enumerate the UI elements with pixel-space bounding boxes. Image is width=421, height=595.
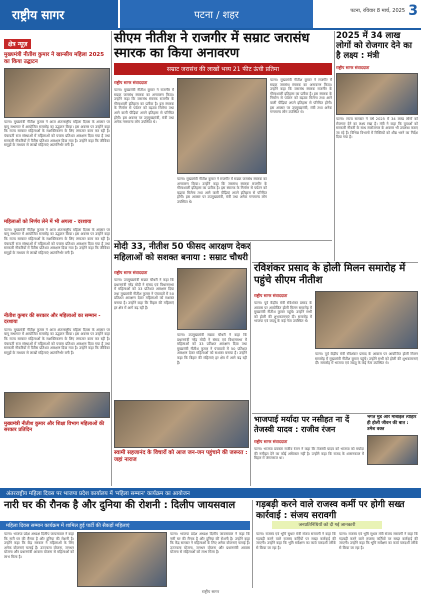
- rajeev-story: [254, 437, 364, 486]
- holi-body-2: पटना। पूर्व केंद्रीय मंत्री रविशंकर प्रसाद के आवास पर आयोजित होली मिलन समारोह में मुख्यमंत्री नीतीश कुमार पहुंचे। उन्होंने सभी को होली की शुभकामनाएं दीं। समारोह में भाजपा एवं जदयू के कई नेता उपस्थित थे।: [315, 352, 418, 366]
- holi-photo: [315, 291, 418, 349]
- lead-subhead: सम्राट जरासंध की लाखों भव्य 21 फीट ऊंची प्रतिमा: [114, 63, 332, 75]
- modi-photo-2: [114, 400, 249, 448]
- bottom-right-body: पटना। राजस्व एवं भूमि सुधार मंत्री संजय सरावगी ने कहा कि गड़बड़ी करने वाले राजस्व कर्मियों पर सख्त कार्रवाई की जाएगी। उन्होंने कहा कि भूमि सर्वेक्षण का कार्य पारदर्शी तरीके से किया जा रहा है।: [256, 532, 336, 550]
- lead-body: पटना। मुख्यमंत्री नीतीश कुमार ने राजगीर में सम्राट जरासंध स्मारक का अनावरण किया। उन्होंने कहा कि जरासंध स्मारक राजगीर के गौरवशाली इतिहास का प्रतीक है। इस स्मारक के निर्माण से पर्यटन को बढ़ावा मिलेगा तथा आने वाली पीढ़ियां अपने इतिहास से परिचित होंगी। इस अवसर पर उपमुख्यमंत्री, मंत्री तथा अनेक गणमान्य लोग उपस्थित थे।: [114, 88, 174, 125]
- page-number: 3: [408, 3, 418, 19]
- bottom-left-photo: [77, 532, 167, 587]
- bottom-left-col-1: [4, 532, 74, 587]
- column-divider: [252, 500, 253, 588]
- masthead: [0, 0, 421, 28]
- brief3-body: पटना। मुख्यमंत्री नीतीश कुमार ने आज अंतरराष्ट्रीय महिला दिवस के अवसर पर बापू सभागार में आयोजित समारोह का उद्घाटन किया। इस अवसर पर उन्होंने कहा कि राज्य सरकार महिलाओं के सशक्तिकरण के लिए लगातार काम कर रही है। पंचायती राज संस्थाओं में महिलाओं को पचास प्रतिशत आरक्षण दिया गया है तथा सरकारी नौकरियों में पैंतीस प्रतिशत आरक्षण दिया गया है। उन्होंने कहा कि जीविका समूहों के माध्यम से लाखों महिलाएं आत्मनिर्भर बनी हैं।: [4, 327, 110, 355]
- lead-byline: राष्ट्रीय सागर संवाददाता: [114, 80, 148, 85]
- section-label: क्षेत्र न्यूज़: [4, 39, 31, 49]
- bottom-right-col-1: [256, 532, 336, 587]
- modi-body-2: पटना। उपमुख्यमंत्री सम्राट चौधरी ने कहा कि प्रधानमंत्री नरेंद्र मोदी ने संसद एवं विधानसभा में महिलाओं को 33 प्रतिशत आरक्षण दिया तथा मुख्यमंत्री नीतीश कुमार ने पंचायतों में 50 प्रतिशत आरक्षण देकर महिलाओं को सशक्त बनाया है। उन्होंने कहा कि बिहार की महिलाएं हर क्षेत्र में आगे बढ़ रही हैं।: [177, 333, 247, 365]
- lead-body-3: पटना। मुख्यमंत्री नीतीश कुमार ने राजगीर में सम्राट जरासंध स्मारक का अनावरण किया। उन्होंने कहा कि जरासंध स्मारक राजगीर के गौरवशाली इतिहास का प्रतीक है। इस स्मारक के निर्माण से पर्यटन को बढ़ावा मिलेगा तथा आने वाली पीढ़ियां अपने इतिहास से परिचित होंगी। इस अवसर पर उपमुख्यमंत्री, मंत्री तथा अनेक गणमान्य लोग उपस्थित थे।: [270, 78, 332, 115]
- masthead-right: [315, 0, 421, 28]
- modi-byline: राष्ट्रीय सागर संवाददाता: [114, 270, 148, 275]
- lead-headline: सीएम नीतीश ने राजगीर में सम्राट जरासंध स्मारक का किया अनावरण: [114, 31, 310, 61]
- holi2-photo: [367, 435, 418, 465]
- holi-byline: राष्ट्रीय सागर संवाददाता: [254, 293, 288, 298]
- bottom-left-headline: नारी घर की रौनक है और दुनिया की रोशनी : दिलीप जायसवाल: [4, 500, 236, 511]
- section-rule: [252, 413, 418, 414]
- brief-body: पटना। मुख्यमंत्री नीतीश कुमार ने आज अंतरराष्ट्रीय महिला दिवस के अवसर पर बापू सभागार में आयोजित समारोह का उद्घाटन किया। इस अवसर पर उन्होंने कहा कि राज्य सरकार महिलाओं के सशक्तिकरण के लिए लगातार काम कर रही है। पंचायती राज संस्थाओं में महिलाओं को पचास प्रतिशत आरक्षण दिया गया है तथा सरकारी नौकरियों में पैंतीस प्रतिशत आरक्षण दिया गया है। उन्होंने कहा कि जीविका समूहों के माध्यम से लाखों महिलाएं आत्मनिर्भर बनी हैं।: [4, 120, 110, 148]
- holi-body: पटना। पूर्व केंद्रीय मंत्री रविशंकर प्रसाद के आवास पर आयोजित होली मिलन समारोह में मुख्यमंत्री नीतीश कुमार पहुंचे। उन्होंने सभी को होली की शुभकामनाएं दीं। समारोह में भाजपा एवं जदयू के कई नेता उपस्थित थे।: [254, 301, 312, 324]
- brief4-title: मुख्यमंत्री नीतीश कुमार और शिक्षा विभाग महिलाओं की सरकार प्रतिदिन: [4, 420, 105, 434]
- right-photo: [336, 73, 418, 115]
- swami-headline: स्वामी सहजानंद के विचारों को आज जन-जन पहुंचाने की जरूरत : जहां नाराज: [114, 450, 248, 463]
- masthead-rule: [0, 28, 421, 30]
- holi-col-1: [254, 291, 312, 411]
- edition-label: पटना / शहर: [118, 0, 315, 28]
- column-divider: [111, 31, 112, 486]
- right-body: पटना। राज्य सरकार ने वर्ष 2025 में 34 लाख लोगों को रोजगार देने का लक्ष्य रखा है। मंत्री ने कहा कि युवाओं को सरकारी नौकरी के साथ स्वरोजगार के अवसर भी उपलब्ध कराए जा रहे हैं। विभिन्न विभागों में रिक्तियों को शीघ्र भरने का निर्देश दिया गया है।: [336, 117, 418, 140]
- holi2-headline: भगत मुंड और मोबाइल त्योहार ही होली जीवन की बात : उमेश वक्त: [367, 415, 417, 432]
- modi-headline: मोदी 33, नीतीश 50 फीसद आरक्षण देकर महिलाओं को सशक्त बनाया : सम्राट चौधरी: [114, 242, 251, 263]
- lead-photo: [177, 78, 267, 174]
- brief3-title: नीतीश कुमार की सरकार और महिलाओं का सम्मान - दरशाया: [4, 312, 101, 326]
- holi2-story: [367, 415, 418, 486]
- rajeev-headline: भाजपाई मर्यादा पर नसीहत ना दें तेजस्वी यादव : राजीव रंजन: [254, 415, 350, 434]
- lead-body-2: पटना। मुख्यमंत्री नीतीश कुमार ने राजगीर में सम्राट जरासंध स्मारक का अनावरण किया। उन्होंने कहा कि जरासंध स्मारक राजगीर के गौरवशाली इतिहास का प्रतीक है। इस स्मारक के निर्माण से पर्यटन को बढ़ावा मिलेगा तथा आने वाली पीढ़ियां अपने इतिहास से परिचित होंगी। इस अवसर पर उपमुख्यमंत्री, मंत्री तथा अनेक गणमान्य लोग उपस्थित थे।: [177, 177, 267, 204]
- issue-date: पटना, रविवार 8 मार्च, 2025: [350, 8, 405, 14]
- column-divider: [334, 31, 335, 261]
- section-band: अंतरराष्ट्रीय महिला दिवस पर भाजपा प्रदेश कार्यालय में 'महिला सम्मान' कार्यक्रम का आयोजन: [0, 488, 421, 498]
- page-footer: राष्ट्रीय सागर: [201, 589, 220, 594]
- brief-photo: [4, 68, 110, 118]
- right-story: [336, 63, 418, 228]
- modi-col-1: [114, 268, 174, 398]
- left-column: [4, 31, 110, 486]
- paper-name: राष्ट्रीय सागर: [0, 0, 118, 28]
- right-byline: राष्ट्रीय सागर संवाददाता: [336, 65, 370, 70]
- brief4-photo: [4, 392, 110, 418]
- holi-headline: रविशंकर प्रसाद के होली मिलन समारोह में पहुंचे सीएम नीतीश: [254, 263, 406, 286]
- bottom-right-col-2: [339, 532, 418, 587]
- bottom-right-headline: गड़बड़ी करने वाले राजस्व कर्मी पर होगी सख्त कार्रवाई : संजय सरावगी: [256, 500, 405, 521]
- column-divider: [250, 242, 251, 486]
- rajeev-byline: राष्ट्रीय सागर संवाददाता: [254, 439, 288, 444]
- bottom-left-body-2: पटना। भाजपा प्रदेश अध्यक्ष दिलीप जायसवाल ने कहा कि नारी घर की रौनक है और दुनिया की रोशनी है। उन्होंने कहा कि केंद्र सरकार ने महिलाओं के लिए अनेक योजनाएं चलाई हैं। उज्ज्वला योजना, जनधन योजना और प्रधानमंत्री आवास योजना से महिलाओं को लाभ मिला है।: [170, 532, 250, 555]
- brief2-body: पटना। मुख्यमंत्री नीतीश कुमार ने आज अंतरराष्ट्रीय महिला दिवस के अवसर पर बापू सभागार में आयोजित समारोह का उद्घाटन किया। इस अवसर पर उन्होंने कहा कि राज्य सरकार महिलाओं के सशक्तिकरण के लिए लगातार काम कर रही है। पंचायती राज संस्थाओं में महिलाओं को पचास प्रतिशत आरक्षण दिया गया है तथा सरकारी नौकरियों में पैंतीस प्रतिशत आरक्षण दिया गया है। उन्होंने कहा कि जीविका समूहों के माध्यम से लाखों महिलाएं आत्मनिर्भर बनी हैं।: [4, 227, 110, 255]
- holi-col-2: [315, 352, 418, 411]
- lead-column-3: [270, 78, 332, 238]
- modi-photo: [177, 268, 247, 330]
- rajeev-body: पटना। भाजपा प्रवक्ता राजीव रंजन ने कहा कि तेजस्वी यादव को भाजपा को मर्यादा की नसीहत देने का कोई अधिकार नहीं है। उन्होंने कहा कि राजद के शासनकाल में बिहार में जंगलराज था।: [254, 447, 364, 461]
- lead-column-1: [114, 78, 174, 238]
- modi-body: पटना। उपमुख्यमंत्री सम्राट चौधरी ने कहा कि प्रधानमंत्री नरेंद्र मोदी ने संसद एवं विधानसभा में महिलाओं को 33 प्रतिशत आरक्षण दिया तथा मुख्यमंत्री नीतीश कुमार ने पंचायतों में 50 प्रतिशत आरक्षण देकर महिलाओं को सशक्त बनाया है। उन्होंने कहा कि बिहार की महिलाएं हर क्षेत्र में आगे बढ़ रही हैं।: [114, 278, 174, 310]
- brief-title: मुख्यमंत्री नीतीश कुमार ने खान्सीय महिला 2025 का किया उद्घाटन: [4, 52, 105, 66]
- section-rule: [114, 240, 332, 241]
- bottom-right-body-2: पटना। राजस्व एवं भूमि सुधार मंत्री संजय सरावगी ने कहा कि गड़बड़ी करने वाले राजस्व कर्मियों पर सख्त कार्रवाई की जाएगी। उन्होंने कहा कि भूमि सर्वेक्षण का कार्य पारदर्शी तरीके से किया जा रहा है।: [339, 532, 418, 550]
- bottom-left-body: पटना। भाजपा प्रदेश अध्यक्ष दिलीप जायसवाल ने कहा कि नारी घर की रौनक है और दुनिया की रोशनी है। उन्होंने कहा कि केंद्र सरकार ने महिलाओं के लिए अनेक योजनाएं चलाई हैं। उज्ज्वला योजना, जनधन योजना और प्रधानमंत्री आवास योजना से महिलाओं को लाभ मिला है।: [4, 532, 74, 559]
- bottom-left-col-2: [170, 532, 250, 587]
- modi-col-2: [177, 333, 247, 398]
- lead-column-2: [177, 177, 267, 238]
- bottom-left-strip: महिला दिवस सम्मान कार्यक्रम में शामिल हुई पार्टी की सैकड़ों महिलाएं: [0, 521, 250, 530]
- bottom-right-tag: जनप्रतिनिधियों को दी गई जानकारी: [272, 521, 382, 529]
- right-headline: 2025 में 34 लाख लोगों को रोजगार देने का है लक्ष्य : मंत्री: [336, 31, 412, 61]
- brief2-title: महिलाओं को निर्णय लेने में भी अगला - दरशाया: [4, 219, 92, 226]
